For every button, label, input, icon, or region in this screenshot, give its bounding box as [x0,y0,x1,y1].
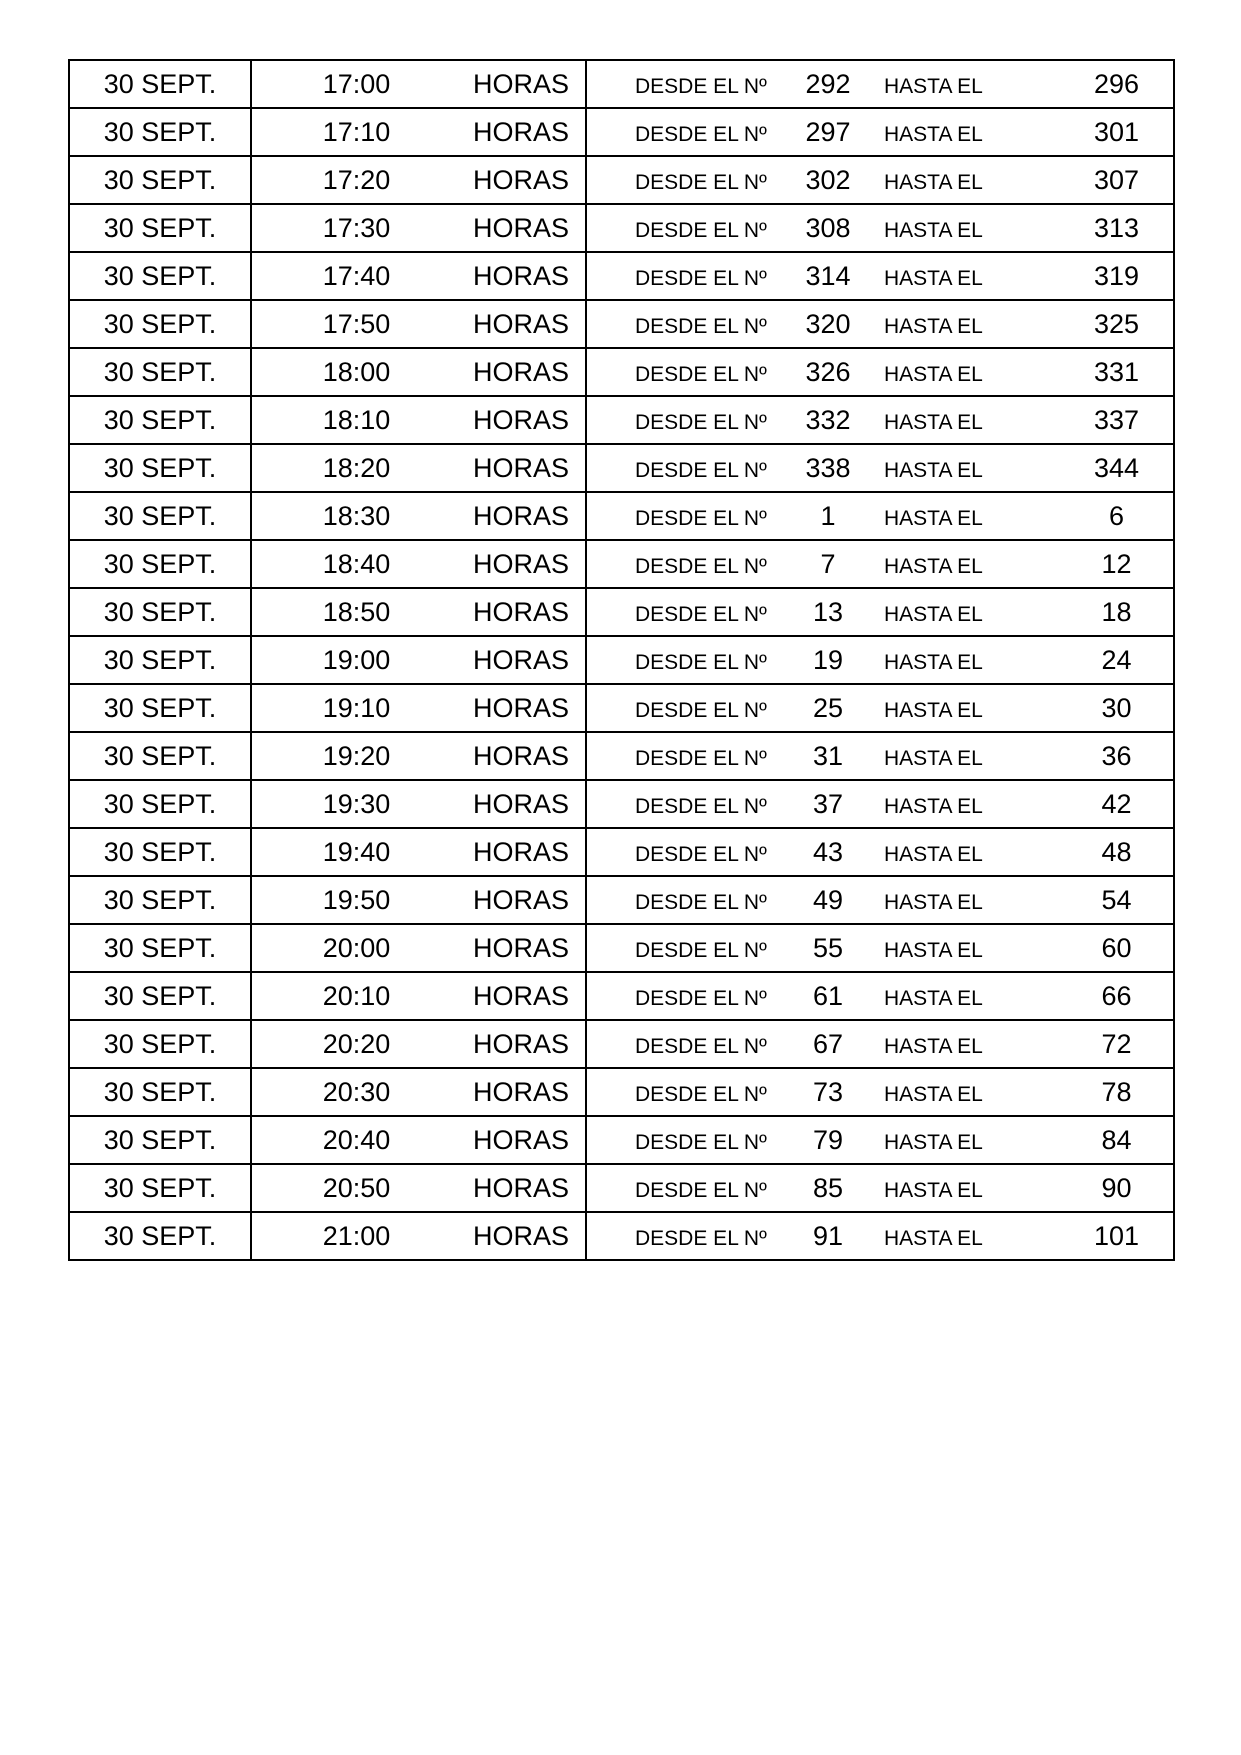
row-from-label: DESDE EL Nº [635,890,767,914]
table-row [69,780,1174,828]
row-from-label: DESDE EL Nº [635,602,767,626]
row-unit-label: HORAS [461,636,586,684]
row-time: 17:30 [322,212,391,243]
row-unit-label: HORAS [461,1212,586,1260]
row-to-number: 42 [1060,780,1174,828]
row-unit-label: HORAS [461,1164,586,1212]
row-to-number: 48 [1060,828,1174,876]
row-time: 20:30 [322,1076,391,1107]
row-to-label: HASTA EL [884,1034,983,1058]
row-time: 20:20 [322,1028,391,1059]
row-time: 17:40 [322,260,391,291]
row-date: 30 SEPT. [69,732,251,780]
table-row [69,588,1174,636]
row-from-label: DESDE EL Nº [635,842,767,866]
row-from-number: 7 [820,548,836,579]
table-row [69,492,1174,540]
row-to-number: 101 [1060,1212,1174,1260]
row-unit-label: HORAS [461,348,586,396]
row-unit-label: HORAS [461,828,586,876]
row-date: 30 SEPT. [69,444,251,492]
row-from-number: 79 [812,1124,844,1155]
table-row [69,1116,1174,1164]
row-from-label: DESDE EL Nº [635,698,767,722]
row-date: 30 SEPT. [69,1164,251,1212]
row-time: 19:00 [322,644,391,675]
row-from-label: DESDE EL Nº [635,314,767,338]
row-unit-label: HORAS [461,1116,586,1164]
row-from-number: 37 [812,788,844,819]
row-date: 30 SEPT. [69,1068,251,1116]
table-row [69,396,1174,444]
row-to-label: HASTA EL [884,218,983,242]
row-time: 18:50 [322,596,391,627]
row-to-label: HASTA EL [884,938,983,962]
row-date: 30 SEPT. [69,1116,251,1164]
row-to-number: 24 [1060,636,1174,684]
row-unit-label: HORAS [461,588,586,636]
row-date: 30 SEPT. [69,540,251,588]
table-row [69,156,1174,204]
table-row [69,684,1174,732]
table-row [69,348,1174,396]
row-unit-label: HORAS [461,492,586,540]
row-time: 21:00 [322,1220,391,1251]
row-to-number: 84 [1060,1116,1174,1164]
row-to-number: 78 [1060,1068,1174,1116]
row-from-label: DESDE EL Nº [635,170,767,194]
row-to-label: HASTA EL [884,1130,983,1154]
row-to-label: HASTA EL [884,74,983,98]
row-date: 30 SEPT. [69,684,251,732]
row-time: 18:20 [322,452,391,483]
row-time: 20:50 [322,1172,391,1203]
row-time: 18:40 [322,548,391,579]
row-from-number: 338 [805,452,851,483]
row-to-number: 301 [1060,108,1174,156]
row-unit-label: HORAS [461,108,586,156]
row-to-number: 331 [1060,348,1174,396]
row-from-number: 25 [812,692,844,723]
row-from-label: DESDE EL Nº [635,986,767,1010]
row-time: 19:10 [322,692,391,723]
row-to-label: HASTA EL [884,554,983,578]
row-from-label: DESDE EL Nº [635,410,767,434]
row-to-number: 337 [1060,396,1174,444]
row-from-label: DESDE EL Nº [635,1226,767,1250]
row-unit-label: HORAS [461,300,586,348]
row-unit-label: HORAS [461,924,586,972]
table-row [69,60,1174,108]
row-from-label: DESDE EL Nº [635,746,767,770]
row-from-number: 1 [820,500,836,531]
row-from-label: DESDE EL Nº [635,122,767,146]
row-from-label: DESDE EL Nº [635,362,767,386]
row-to-label: HASTA EL [884,458,983,482]
schedule-table [68,59,1175,1261]
row-date: 30 SEPT. [69,636,251,684]
table-row [69,252,1174,300]
row-unit-label: HORAS [461,876,586,924]
row-to-label: HASTA EL [884,410,983,434]
table-row [69,204,1174,252]
row-unit-label: HORAS [461,252,586,300]
row-from-label: DESDE EL Nº [635,938,767,962]
row-date: 30 SEPT. [69,348,251,396]
row-time: 17:10 [322,116,391,147]
row-time: 17:20 [322,164,391,195]
row-from-label: DESDE EL Nº [635,266,767,290]
row-to-number: 296 [1060,60,1174,108]
row-to-number: 72 [1060,1020,1174,1068]
table-row [69,108,1174,156]
row-time: 18:30 [322,500,391,531]
row-to-number: 60 [1060,924,1174,972]
table-row [69,1212,1174,1260]
row-to-number: 18 [1060,588,1174,636]
row-unit-label: HORAS [461,1020,586,1068]
row-from-number: 292 [805,68,851,99]
row-date: 30 SEPT. [69,60,251,108]
row-date: 30 SEPT. [69,300,251,348]
row-to-number: 36 [1060,732,1174,780]
row-to-label: HASTA EL [884,746,983,770]
row-from-number: 302 [805,164,851,195]
row-to-label: HASTA EL [884,890,983,914]
row-from-number: 49 [812,884,844,915]
row-to-label: HASTA EL [884,170,983,194]
row-date: 30 SEPT. [69,588,251,636]
row-to-label: HASTA EL [884,602,983,626]
row-from-number: 73 [812,1076,844,1107]
row-from-number: 31 [812,740,844,771]
row-to-label: HASTA EL [884,1178,983,1202]
row-time: 20:40 [322,1124,391,1155]
row-from-label: DESDE EL Nº [635,1034,767,1058]
row-from-number: 91 [812,1220,844,1251]
row-time: 17:50 [322,308,391,339]
row-unit-label: HORAS [461,684,586,732]
table-row [69,876,1174,924]
row-from-number: 67 [812,1028,844,1059]
row-to-label: HASTA EL [884,650,983,674]
row-date: 30 SEPT. [69,204,251,252]
row-time: 19:30 [322,788,391,819]
row-from-number: 61 [812,980,844,1011]
row-from-label: DESDE EL Nº [635,1082,767,1106]
row-time: 19:20 [322,740,391,771]
table-row [69,732,1174,780]
row-to-label: HASTA EL [884,122,983,146]
row-unit-label: HORAS [461,540,586,588]
row-from-number: 320 [805,308,851,339]
table-row [69,972,1174,1020]
table-row [69,1020,1174,1068]
row-time: 20:10 [322,980,391,1011]
schedule-body [69,60,1174,1260]
row-from-label: DESDE EL Nº [635,794,767,818]
table-row [69,924,1174,972]
row-to-number: 12 [1060,540,1174,588]
row-to-number: 6 [1060,492,1174,540]
row-time: 20:00 [322,932,391,963]
row-date: 30 SEPT. [69,156,251,204]
row-unit-label: HORAS [461,972,586,1020]
row-from-number: 19 [812,644,844,675]
row-unit-label: HORAS [461,780,586,828]
row-to-label: HASTA EL [884,698,983,722]
row-unit-label: HORAS [461,204,586,252]
row-time: 19:40 [322,836,391,867]
row-date: 30 SEPT. [69,828,251,876]
table-row [69,300,1174,348]
row-to-number: 319 [1060,252,1174,300]
row-from-label: DESDE EL Nº [635,1178,767,1202]
row-time: 17:00 [322,68,391,99]
table-row [69,828,1174,876]
row-from-number: 85 [812,1172,844,1203]
row-to-label: HASTA EL [884,362,983,386]
row-unit-label: HORAS [461,1068,586,1116]
row-date: 30 SEPT. [69,396,251,444]
row-from-number: 43 [812,836,844,867]
row-to-number: 66 [1060,972,1174,1020]
row-date: 30 SEPT. [69,108,251,156]
row-unit-label: HORAS [461,60,586,108]
row-to-label: HASTA EL [884,986,983,1010]
row-from-label: DESDE EL Nº [635,554,767,578]
row-to-label: HASTA EL [884,314,983,338]
row-date: 30 SEPT. [69,1212,251,1260]
row-unit-label: HORAS [461,156,586,204]
row-date: 30 SEPT. [69,1020,251,1068]
row-from-label: DESDE EL Nº [635,506,767,530]
row-time: 18:10 [322,404,391,435]
row-to-label: HASTA EL [884,1226,983,1250]
row-to-number: 344 [1060,444,1174,492]
row-from-label: DESDE EL Nº [635,1130,767,1154]
row-from-label: DESDE EL Nº [635,650,767,674]
row-from-number: 55 [812,932,844,963]
row-from-number: 297 [805,116,851,147]
row-to-label: HASTA EL [884,794,983,818]
row-date: 30 SEPT. [69,924,251,972]
row-from-label: DESDE EL Nº [635,458,767,482]
row-to-number: 325 [1060,300,1174,348]
row-from-number: 314 [805,260,851,291]
row-from-number: 326 [805,356,851,387]
row-unit-label: HORAS [461,444,586,492]
row-to-label: HASTA EL [884,506,983,530]
row-from-label: DESDE EL Nº [635,218,767,242]
row-to-label: HASTA EL [884,1082,983,1106]
row-to-number: 313 [1060,204,1174,252]
row-date: 30 SEPT. [69,972,251,1020]
row-unit-label: HORAS [461,396,586,444]
row-to-label: HASTA EL [884,842,983,866]
table-row [69,1068,1174,1116]
row-to-number: 90 [1060,1164,1174,1212]
row-to-label: HASTA EL [884,266,983,290]
row-date: 30 SEPT. [69,876,251,924]
row-from-label: DESDE EL Nº [635,74,767,98]
row-time: 19:50 [322,884,391,915]
row-date: 30 SEPT. [69,780,251,828]
row-date: 30 SEPT. [69,492,251,540]
row-from-number: 308 [805,212,851,243]
table-row [69,1164,1174,1212]
row-unit-label: HORAS [461,732,586,780]
table-row [69,540,1174,588]
table-row [69,636,1174,684]
row-to-number: 54 [1060,876,1174,924]
row-from-number: 13 [812,596,844,627]
table-row [69,444,1174,492]
row-to-number: 30 [1060,684,1174,732]
row-date: 30 SEPT. [69,252,251,300]
row-time: 18:00 [322,356,391,387]
row-from-number: 332 [805,404,851,435]
row-to-number: 307 [1060,156,1174,204]
